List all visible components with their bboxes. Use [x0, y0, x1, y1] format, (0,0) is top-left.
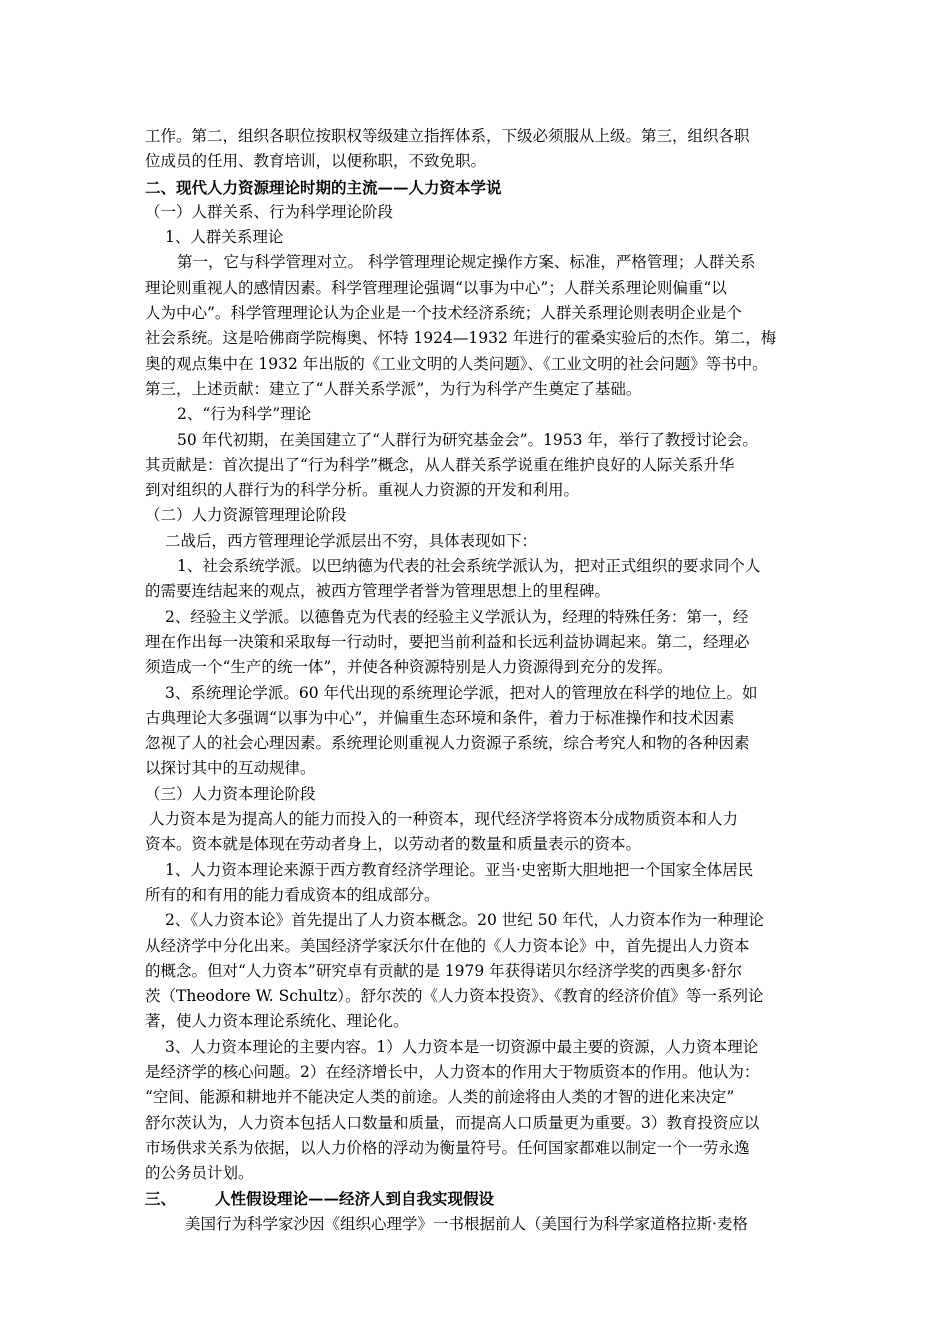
- paragraph-line: 第三，上述贡献：建立了“人群关系学派”，为行为科学产生奠定了基础。: [145, 379, 642, 398]
- paragraph-line: 2、《人力资本论》首先提出了人力资本概念。20 世纪 50 年代，人力资本作为一种理论: [165, 911, 764, 930]
- paragraph-line: “空间、能源和耕地并不能决定人类的前途。人类的前途将由人类的才智的进化来决定”: [145, 1088, 735, 1107]
- section-heading: 二、现代人力资源理论时期的主流——人力资本学说: [145, 177, 502, 197]
- paragraph-line: 须造成一个“生产的统一体”，并使各种资源特别是人力资源得到充分的发挥。: [145, 658, 673, 677]
- document-page: [145, 124, 817, 1237]
- paragraph-line: （一）人群关系、行为科学理论阶段: [145, 202, 394, 221]
- paragraph-line: 资本。资本就是体现在劳动者身上，以劳动者的数量和质量表示的资本。: [145, 835, 642, 854]
- paragraph-line: 3、人力资本理论的主要内容。1）人力资本是一切资源中最主要的资源，人力资本理论: [165, 1037, 759, 1056]
- paragraph-line: 人力资本是为提高人的能力而投入的一种资本，现代经济学将资本分成物质资本和人力: [149, 810, 739, 829]
- paragraph-line: 工作。第二，组织各职位按职权等级建立指挥体系，下级必须服从上级。第三，组织各职: [145, 127, 750, 145]
- paragraph-line: 3、系统理论学派。60 年代出现的系统理论学派，把对人的管理放在科学的地位上。如: [165, 683, 758, 702]
- paragraph-line: 市场供求关系为依据，以人力价格的浮动为衡量符号。任何国家都难以制定一个一劳永逸: [145, 1138, 750, 1157]
- document-body: [145, 124, 817, 1186]
- paragraph-line: 从经济学中分化出来。美国经济学家沃尔什在他的《人力资本论》中，首先提出人力资本: [145, 936, 750, 955]
- paragraph-line: 2、“行为科学”理论: [177, 405, 312, 424]
- paragraph-line: 其贡献是：首次提出了“行为科学”概念，从人群关系学说重在维护良好的人际关系升华: [145, 455, 735, 474]
- paragraph-line: 到对组织的人群行为的科学分析。重视人力资源的开发和利用。: [145, 481, 580, 500]
- paragraph-line: 舒尔茨认为，人力资本包括人口数量和质量，而提高人口质量更为重要。3）教育投资应以: [145, 1113, 760, 1132]
- paragraph-line: 所有的和有用的能力看成资本的组成部分。: [145, 885, 440, 904]
- paragraph-line: 以探讨其中的互动规律。: [145, 759, 316, 778]
- paragraph-line: 的概念。但对“人力资本”研究卓有贡献的是 1979 年获得诺贝尔经济学奖的西奥多·舒尔: [145, 961, 743, 980]
- paragraph-line: 二战后，西方管理理论学派层出不穷，具体表现如下：: [165, 531, 538, 550]
- section-heading-3: [145, 1186, 817, 1211]
- paragraph-line: 理论则重视人的感情因素。科学管理理论强调“以事为中心”；人群关系理论则偏重“以: [145, 278, 727, 297]
- paragraph-line: 1、人力资本理论来源于西方教育经济学理论。亚当·史密斯大胆地把一个国家全体居民: [165, 860, 754, 879]
- section-number: 三、: [145, 1189, 177, 1209]
- paragraph-line: 2、经验主义学派。以德鲁克为代表的经验主义学派认为，经理的特殊任务：第一，经: [165, 607, 749, 626]
- paragraph-line: 奥的观点集中在 1932 年出版的《工业文明的人类问题》、《工业文明的社会问题》等书中。: [145, 354, 768, 373]
- paragraph-line: 1、人群关系理论: [165, 228, 284, 247]
- section-title: 人性假设理论——经济人到自我实现假设: [215, 1189, 495, 1209]
- paragraph-line: 茨（Theodore W. Schultz）。舒尔茨的《人力资本投资》、《教育的经济价值》等一系列论: [145, 987, 764, 1006]
- paragraph-line: 社会系统。这是哈佛商学院梅奥、怀特 1924—1932 年进行的霍桑实验后的杰作。第二，梅: [145, 329, 777, 348]
- paragraph-line: 理在作出每一决策和采取每一行动时，要把当前利益和长远利益协调起来。第二，经理必: [145, 632, 750, 651]
- paragraph-line: 1、社会系统学派。以巴纳德为代表的社会系统学派认为，把对正式组织的要求同个人: [177, 557, 761, 576]
- paragraph-line: 著，使人力资本理论系统化、理论化。: [145, 1012, 409, 1031]
- paragraph-line: 美国行为科学家沙因《组织心理学》一书根据前人（美国行为科学家道格拉斯·麦格: [185, 1214, 748, 1233]
- paragraph-line: （二）人力资源管理理论阶段: [145, 506, 347, 525]
- paragraph-line: 忽视了人的社会心理因素。系统理论则重视人力资源子系统，综合考究人和物的各种因素: [145, 734, 750, 753]
- paragraph-line: 的需要连结起来的观点，被西方管理学者誉为管理思想上的里程碑。: [145, 582, 611, 601]
- paragraph-line: 的公务员计划。: [145, 1164, 254, 1183]
- paragraph-line: （三）人力资本理论阶段: [145, 784, 316, 803]
- paragraph-line: 人为中心”。科学管理理论认为企业是一个技术经济系统；人群关系理论则表明企业是个: [145, 304, 742, 323]
- paragraph-line: 是经济学的核心问题。2）在经济增长中，人力资本的作用大于物质资本的作用。他认为：: [145, 1062, 760, 1081]
- paragraph-line: 古典理论大多强调“以事为中心”，并偏重生态环境和条件，着力于标准操作和技术因素: [145, 708, 735, 727]
- paragraph-line: 50 年代初期，在美国建立了“人群行为研究基金会”。1953 年，举行了教授讨论会。: [177, 430, 758, 449]
- paragraph-line: 位成员的任用、教育培训，以便称职，不致免职。: [145, 152, 487, 171]
- paragraph-line: 第一，它与科学管理对立。 科学管理理论规定操作方案、标准，严格管理；人群关系: [177, 253, 756, 272]
